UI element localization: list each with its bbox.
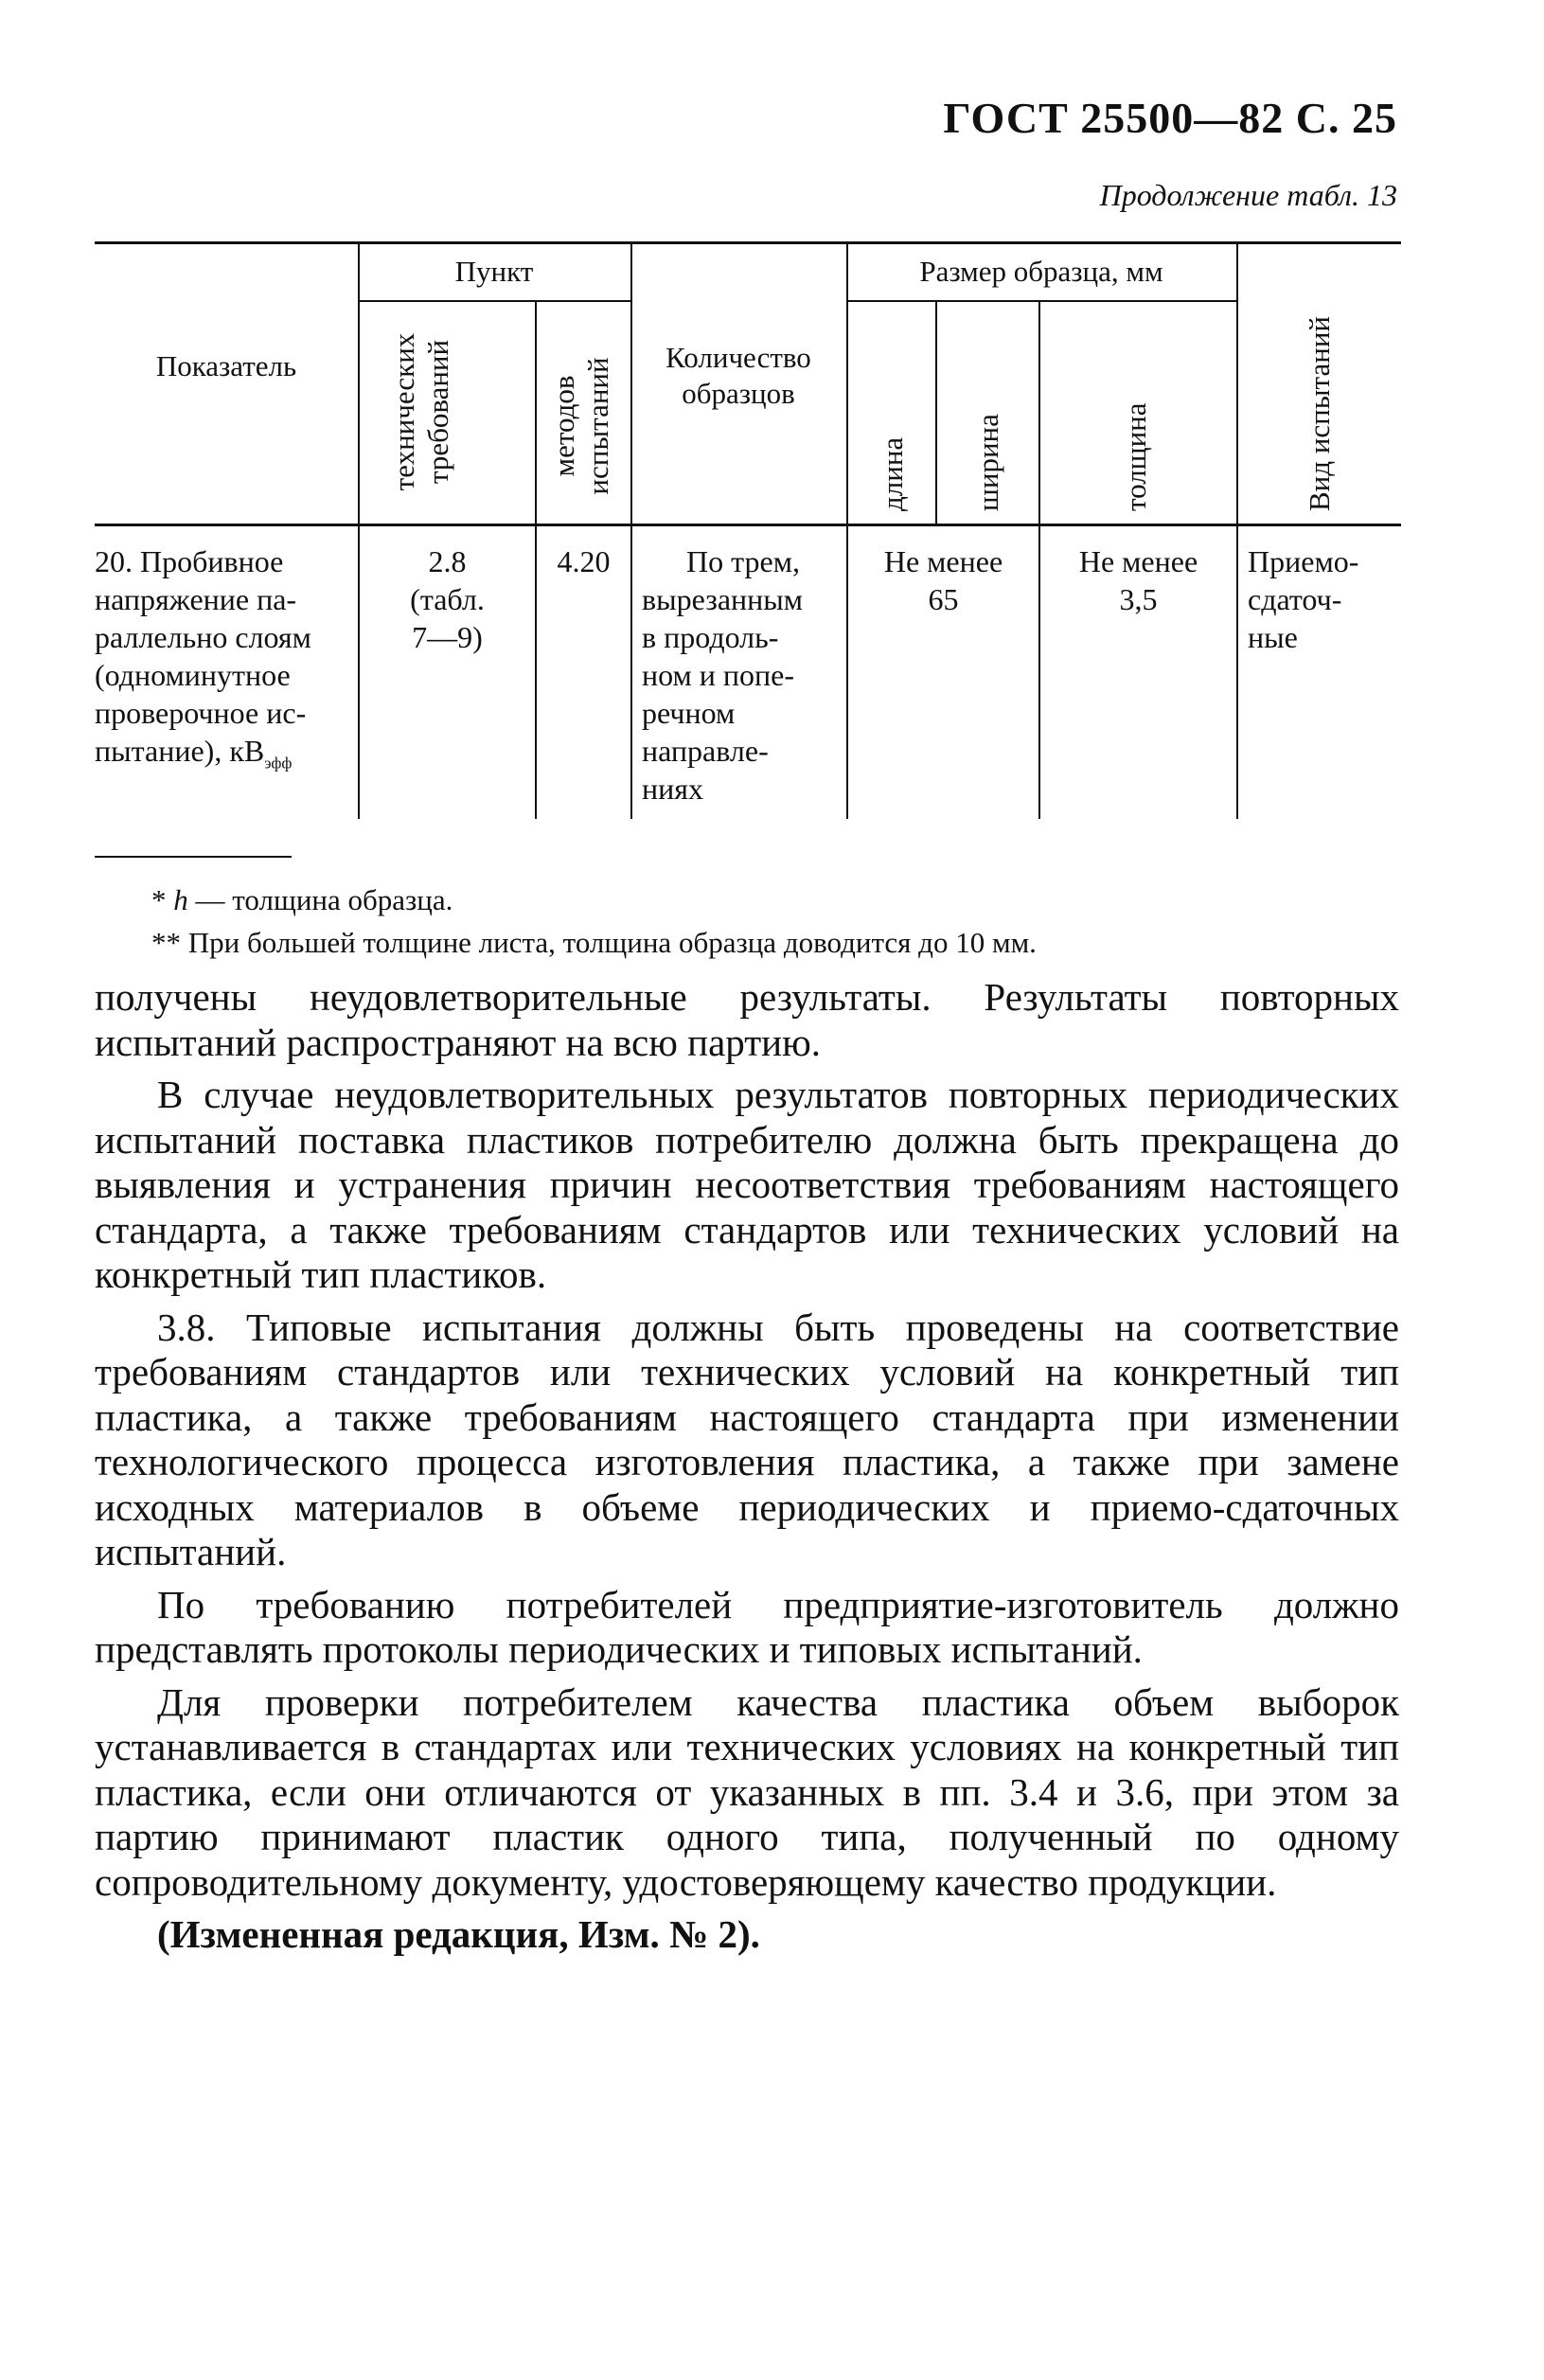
cell-line: ниях bbox=[642, 772, 703, 806]
cell-line-last bbox=[95, 732, 356, 782]
header-methods-line: методов bbox=[547, 375, 580, 477]
cell-line: сдаточ- bbox=[1248, 582, 1342, 616]
cell-thickness bbox=[1040, 542, 1236, 618]
header-methods bbox=[547, 336, 615, 516]
footnote-mark: * bbox=[151, 883, 167, 916]
unit-kv: пытание), кВ bbox=[95, 734, 265, 768]
cell-methods: 4.20 bbox=[557, 544, 611, 578]
cell-line: Приемо- bbox=[1248, 544, 1359, 578]
cell-line: вырезанным bbox=[642, 582, 804, 616]
footnote-2 bbox=[151, 926, 1037, 960]
header-item: Пункт bbox=[454, 255, 534, 288]
table-continuation-label: Продолжение табл. 13 bbox=[1099, 178, 1397, 212]
header-length: длина bbox=[876, 436, 909, 511]
cell-line: в продоль- bbox=[642, 620, 779, 654]
cell-indicator bbox=[95, 542, 356, 782]
cell-tech-req bbox=[360, 542, 535, 656]
paragraph: Для проверки потребителем качества пластика объем выборок устанавливается в стандартах или технических условиях на конкретный тип пластика, если они отличаются от указанных в пп. 3.4 и 3.6, при этом за партию принимают пластик одного типа, полученный по одному сопроводительному документу, удостоверяющему качество продукции. bbox=[95, 1679, 1399, 1904]
header-size: Размер образца, мм bbox=[919, 255, 1163, 288]
cell-line: 20. Пробивное bbox=[95, 544, 284, 578]
cell-length-width bbox=[848, 542, 1038, 618]
cell-line: 3,5 bbox=[1119, 582, 1158, 616]
paragraph: 3.8. Типовые испытания должны быть проведены на соответствие требованиям стандартов или технических условий на конкретный тип пластика, а также требованиям настоящего стандарта при изменении технологического процесса изготовления пластика, а также при замене исходных материалов в объеме периодических и приемо-сдаточных испытаний. bbox=[95, 1305, 1399, 1573]
data-table bbox=[95, 241, 1401, 819]
header-count-line: образцов bbox=[682, 377, 795, 410]
cell-line: речном bbox=[642, 696, 736, 730]
header-count-line: Количество bbox=[666, 341, 811, 374]
page-header: ГОСТ 25500—82 С. 25 bbox=[943, 94, 1397, 142]
unit-subscript: эфф bbox=[264, 754, 293, 773]
header-tech-req-line: требований bbox=[421, 339, 454, 485]
cell-line: 65 bbox=[928, 582, 959, 616]
header-thickness: толщина bbox=[1119, 402, 1152, 511]
header-methods-line: испытаний bbox=[581, 357, 614, 495]
cell-count bbox=[642, 542, 844, 808]
header-count bbox=[630, 340, 846, 412]
footnote-text: При большей толщине листа, толщина образца доводится до 10 мм. bbox=[181, 926, 1037, 959]
cell-line: напряжение па- bbox=[95, 582, 297, 616]
cell-line: раллельно слоям bbox=[95, 620, 311, 654]
header-indicator: Показатель bbox=[155, 349, 297, 382]
header-tech-req-line: технических bbox=[387, 332, 420, 491]
cell-line: проверочное ис- bbox=[95, 696, 307, 730]
body-text bbox=[95, 975, 1399, 1965]
cell-line: ные bbox=[1248, 620, 1298, 654]
cell-line: направле- bbox=[642, 734, 769, 768]
paragraph: В случае неудовлетворительных результатов повторных периодических испытаний поставка пластиков потребителю должна быть прекращена до выявления и устранения причин несоответствия требованиям настоящего стандарта, а также требованиям стандартов или технических условий на конкретный тип пластиков. bbox=[95, 1073, 1399, 1296]
amendment-note: (Измененная редакция, Изм. № 2). bbox=[157, 1912, 760, 1956]
cell-line: По трем, bbox=[686, 544, 800, 578]
cell-line: Не менее bbox=[1078, 544, 1198, 578]
header-tech-req bbox=[387, 308, 455, 516]
footnote-1 bbox=[151, 883, 453, 917]
cell-line: 2.8 bbox=[428, 544, 467, 578]
header-test-type: Вид испытаний bbox=[1303, 315, 1336, 511]
paragraph: получены неудовлетворительные результаты. Результаты повторных испытаний распространяют на всю партию. bbox=[95, 975, 1399, 1064]
footnote-text: — толщина образца. bbox=[187, 883, 453, 916]
cell-line: (одноминутное bbox=[95, 658, 291, 692]
footnote-mark: ** bbox=[151, 926, 181, 959]
footnote-variable: h bbox=[173, 883, 188, 916]
cell-test-type bbox=[1248, 542, 1399, 656]
cell-line: Не менее bbox=[883, 544, 1003, 578]
paragraph: По требованию потребителей предприятие-изготовитель должно представлять протоколы периодических и типовых испытаний. bbox=[95, 1582, 1399, 1671]
header-width: ширина bbox=[971, 414, 1004, 511]
cell-line: ном и попе- bbox=[642, 658, 794, 692]
cell-line: 7—9) bbox=[412, 620, 483, 654]
cell-line: (табл. bbox=[410, 582, 485, 616]
footnote-divider bbox=[95, 856, 292, 858]
